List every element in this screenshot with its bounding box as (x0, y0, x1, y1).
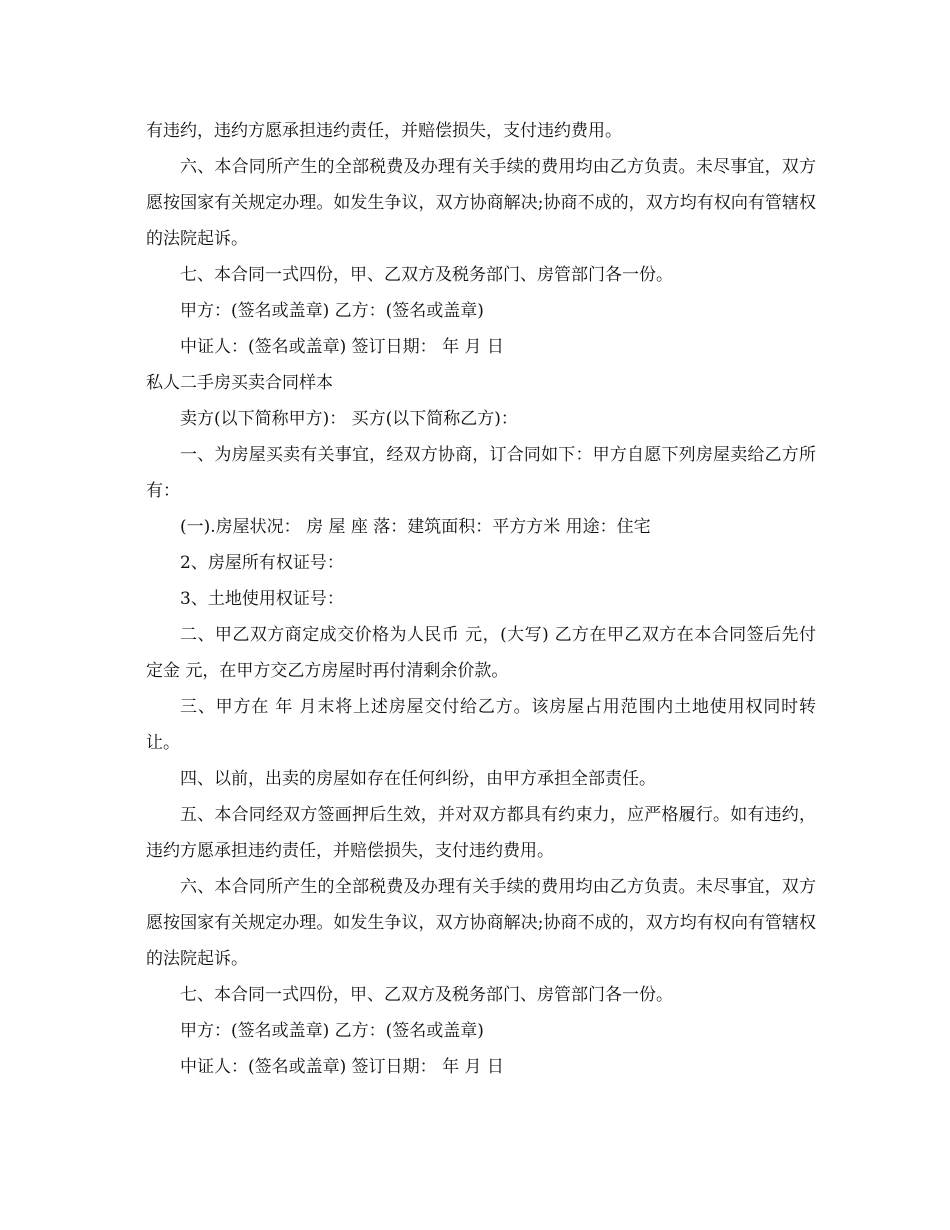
paragraph-ownership-cert: 2、房屋所有权证号： (180, 553, 344, 573)
signature-line-parties: 甲方：(签名或盖章) 乙方：(签名或盖章) (180, 301, 484, 321)
paragraph-continuation: 有违约，违约方愿承担违约责任，并赔偿损失，支付违约费用。 (146, 121, 622, 141)
section-title: 私人二手房买卖合同样本 (146, 373, 333, 393)
paragraph-clause-7: 七、本合同一式四份，甲、乙双方及税务部门、房管部门各一份。 (180, 265, 673, 285)
signature-line-parties-repeat: 甲方：(签名或盖章) 乙方：(签名或盖章) (180, 1021, 484, 1041)
paragraph-clause-7-repeat: 七、本合同一式四份，甲、乙双方及税务部门、房管部门各一份。 (180, 985, 673, 1005)
signature-line-witness: 中证人：(签名或盖章) 签订日期： 年 月 日 (180, 337, 504, 357)
document-body (146, 113, 816, 1085)
paragraph-clause-4: 四、以前，出卖的房屋如存在任何纠纷，由甲方承担全部责任。 (180, 769, 656, 789)
paragraph-clause-2: 二、甲乙双方商定成交价格为人民币 元，(大写) 乙方在甲乙双方在本合同签后先付定金 元，在甲方交乙方房屋时再付清剩余价款。 (146, 625, 816, 681)
paragraph-house-status: (一).房屋状况： 房 屋 座 落：建筑面积：平方方米 用途：住宅 (180, 517, 651, 537)
paragraph-clause-1: 一、为房屋买卖有关事宜，经双方协商，订合同如下：甲方自愿下列房屋卖给乙方所有： (146, 445, 816, 501)
paragraph-parties: 卖方(以下简称甲方)： 买方(以下简称乙方)： (180, 409, 518, 429)
paragraph-clause-3: 三、甲方在 年 月末将上述房屋交付给乙方。该房屋占用范围内土地使用权同时转让。 (146, 697, 816, 753)
signature-line-witness-repeat: 中证人：(签名或盖章) 签订日期： 年 月 日 (180, 1057, 504, 1077)
paragraph-clause-5: 五、本合同经双方签画押后生效，并对双方都具有约束力，应严格履行。如有违约，违约方愿承担违约责任，并赔偿损失，支付违约费用。 (146, 805, 816, 861)
paragraph-clause-6-repeat: 六、本合同所产生的全部税费及办理有关手续的费用均由乙方负责。未尽事宜，双方愿按国家有关规定办理。如发生争议，双方协商解决;协商不成的，双方均有权向有管辖权的法院起诉。 (146, 877, 816, 969)
paragraph-land-cert: 3、土地使用权证号： (180, 589, 344, 609)
paragraph-clause-6: 六、本合同所产生的全部税费及办理有关手续的费用均由乙方负责。未尽事宜，双方愿按国家有关规定办理。如发生争议，双方协商解决;协商不成的，双方均有权向有管辖权的法院起诉。 (146, 157, 816, 249)
